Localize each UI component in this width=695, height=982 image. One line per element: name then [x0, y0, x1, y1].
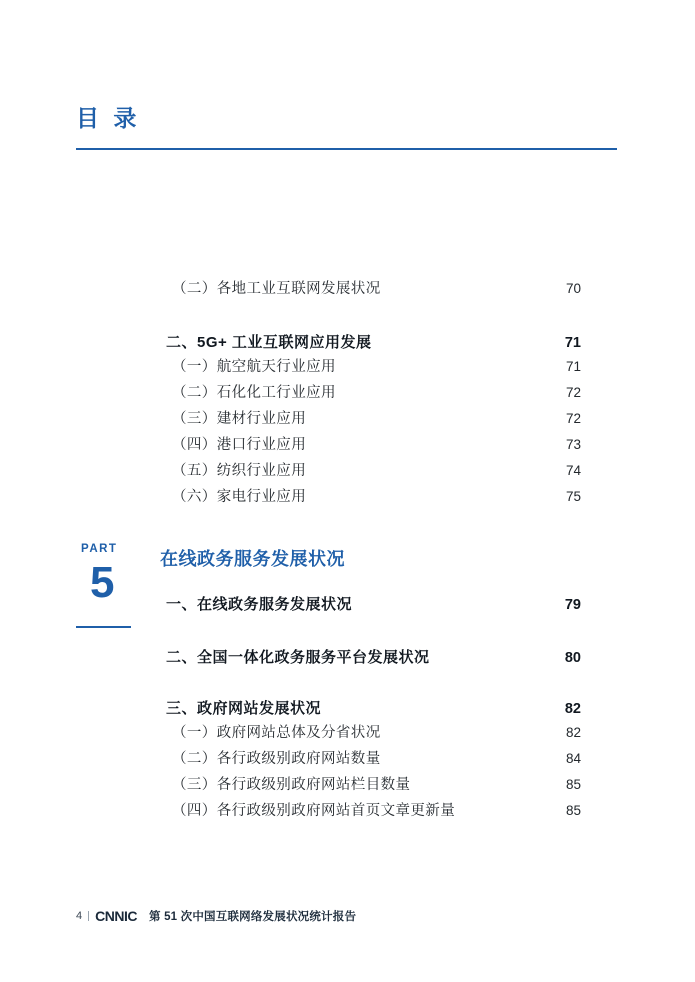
toc-entry-page-number: 82	[564, 701, 581, 717]
toc-entry[interactable]	[76, 354, 617, 380]
toc-entry-label: （三）建材行业应用	[172, 411, 307, 427]
toc-entry-page-number: 75	[565, 489, 581, 504]
toc-entry-label: 三、政府网站发展状况	[166, 700, 322, 717]
toc-entry-label: （五）纺织行业应用	[172, 463, 307, 479]
title-divider	[76, 148, 617, 150]
toc-entry-page-number: 85	[565, 803, 581, 818]
toc-entry[interactable]	[76, 380, 617, 406]
part-label: PART	[81, 543, 118, 555]
toc-entry-label: （六）家电行业应用	[172, 489, 307, 505]
part-underline	[76, 626, 131, 628]
toc-entry-label: （四）各行政级别政府网站首页文章更新量	[172, 803, 456, 819]
toc-entry-label: 一、在线政务服务发展状况	[166, 596, 353, 613]
toc-entry[interactable]	[76, 746, 617, 772]
toc-entry-label: （三）各行政级别政府网站栏目数量	[172, 777, 411, 793]
toc-entry-label: （二）石化化工行业应用	[172, 385, 336, 401]
footer-page-number: 4	[76, 910, 83, 922]
toc-entry-page-number: 73	[565, 437, 581, 452]
toc-entry-label: （二）各地工业互联网发展状况	[172, 281, 381, 297]
toc-entry-page-number: 72	[565, 411, 581, 426]
toc-entry[interactable]	[76, 590, 617, 620]
toc-entry-label: 二、5G+ 工业互联网应用发展	[166, 334, 372, 351]
footer-brand-logo: CNNIC	[95, 908, 137, 924]
toc-entry-page-number: 70	[565, 281, 581, 296]
toc-entry-page-number: 71	[565, 359, 581, 374]
page-title: 目 录	[76, 105, 141, 131]
toc-entry[interactable]	[76, 798, 617, 824]
part-number: 5	[90, 558, 115, 607]
footer-report-title: 第 51 次中国互联网络发展状况统计报告	[148, 911, 357, 923]
toc-entry[interactable]	[76, 276, 617, 302]
toc-entry[interactable]	[76, 720, 617, 746]
toc-entry-page-number: 85	[565, 777, 581, 792]
toc-entry-page-number: 82	[565, 725, 581, 740]
toc-entry[interactable]	[76, 406, 617, 432]
toc-entry-page-number: 74	[565, 463, 581, 478]
toc-entry-label: 二、全国一体化政务服务平台发展状况	[166, 649, 430, 666]
toc-entry-label: （二）各行政级别政府网站数量	[172, 751, 381, 767]
toc-entry-label: （一）政府网站总体及分省状况	[172, 725, 381, 741]
page-footer	[76, 908, 356, 924]
toc-entry-page-number: 79	[564, 597, 581, 613]
toc-entry-page-number: 84	[565, 751, 581, 766]
toc-entry-page-number: 72	[565, 385, 581, 400]
toc-entry-page-number: 80	[564, 650, 581, 666]
toc-entry[interactable]	[76, 458, 617, 484]
toc-entry-label: （四）港口行业应用	[172, 437, 307, 453]
toc-entry[interactable]	[76, 484, 617, 510]
toc-entry[interactable]	[76, 432, 617, 458]
toc-entry-label: （一）航空航天行业应用	[172, 359, 336, 375]
toc-entry-page-number: 71	[564, 335, 581, 351]
toc-entry[interactable]	[76, 772, 617, 798]
toc-entry[interactable]	[76, 643, 617, 673]
part-heading: 在线政务服务发展状况	[160, 549, 345, 569]
footer-divider	[88, 911, 89, 921]
